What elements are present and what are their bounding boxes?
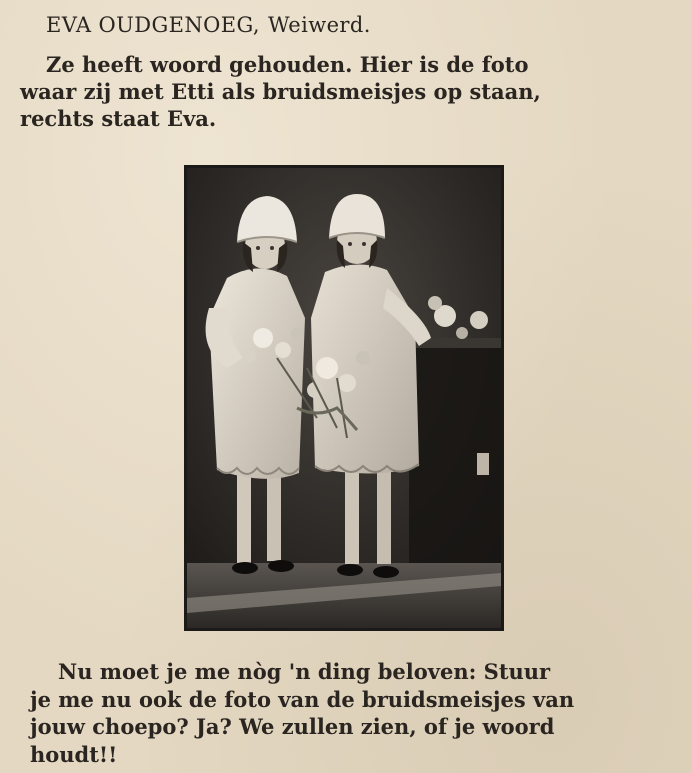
sender-place: Weiwerd. bbox=[268, 13, 371, 37]
intro-paragraph bbox=[20, 51, 660, 132]
closing-paragraph bbox=[30, 658, 666, 768]
closing-line: houdt!! bbox=[30, 741, 118, 767]
bridesmaids-photo bbox=[184, 165, 504, 631]
intro-line: rechts staat Eva. bbox=[20, 106, 217, 131]
closing-line: jouw choepo? Ja? We zullen zien, of je woord bbox=[30, 714, 555, 739]
intro-line: waar zij met Etti als bruidsmeisjes op staan, bbox=[20, 79, 541, 104]
photograph-icon bbox=[187, 168, 501, 628]
sender-name: EVA OUDGENOEG, bbox=[46, 13, 260, 37]
letter-heading bbox=[46, 13, 371, 37]
closing-line: je me nu ook de foto van de bruidsmeisjes van bbox=[30, 686, 575, 712]
closing-line: Nu moet je me nòg 'n ding beloven: Stuur bbox=[58, 659, 551, 684]
intro-line: Ze heeft woord gehouden. Hier is de foto bbox=[46, 52, 529, 77]
